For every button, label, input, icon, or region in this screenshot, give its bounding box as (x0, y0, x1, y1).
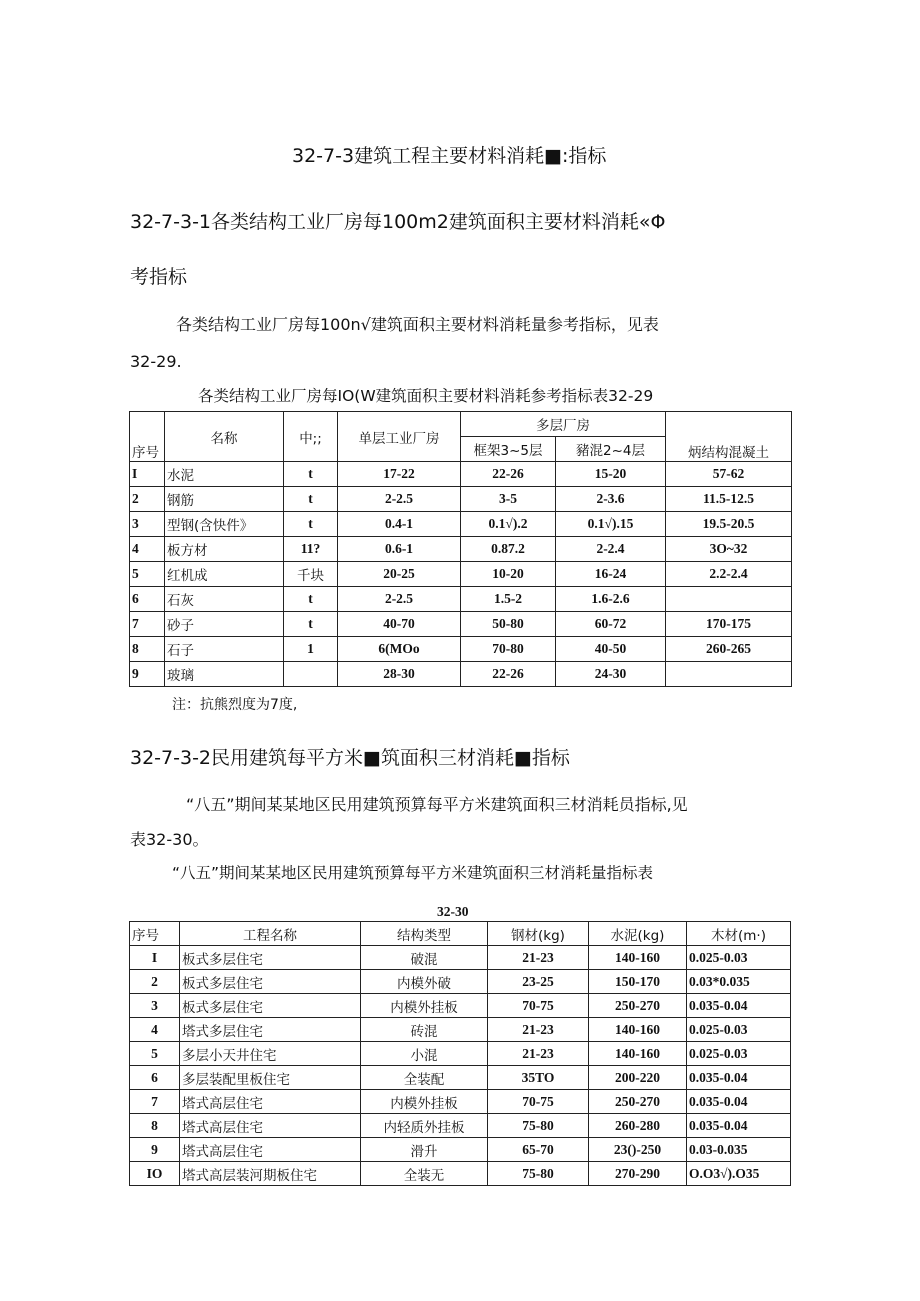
cell-no: 5 (130, 1042, 180, 1066)
cell-concrete (666, 662, 792, 687)
cell-frame: 0.1√).2 (461, 512, 556, 537)
cell-project: 塔式高层住宅 (180, 1090, 361, 1114)
cell-project: 塔式高层住宅 (180, 1138, 361, 1162)
cell-wood: O.O3√).O35 (687, 1162, 791, 1186)
cell-brick: 2-3.6 (556, 487, 666, 512)
cell-no: 8 (130, 1114, 180, 1138)
table-2-caption: “八五”期间某某地区民用建筑预算每平方米建筑面积三材消耗量指标表 (172, 864, 654, 882)
cell-project: 塔式高层住宅 (180, 1114, 361, 1138)
header-frame: 框架3~5层 (461, 437, 556, 462)
cell-unit: t (284, 462, 338, 487)
cell-project: 塔式高层装河期板住宅 (180, 1162, 361, 1186)
cell-steel: 75-80 (488, 1162, 589, 1186)
cell-no: 3 (130, 512, 165, 537)
cell-structure: 破混 (361, 946, 488, 970)
cell-no: 7 (130, 612, 165, 637)
cell-no: 7 (130, 1090, 180, 1114)
cell-wood: 0.035-0.04 (687, 1114, 791, 1138)
cell-no: 6 (130, 587, 165, 612)
cell-concrete: 170-175 (666, 612, 792, 637)
cell-frame: 22-26 (461, 662, 556, 687)
subheading-1-continued: 考指标 (130, 266, 188, 288)
cell-project: 多层小天井住宅 (180, 1042, 361, 1066)
cell-steel: 21-23 (488, 1018, 589, 1042)
cell-wood: 0.035-0.04 (687, 1066, 791, 1090)
cell-no: 9 (130, 1138, 180, 1162)
paragraph-1-line-1: 各类结构工业厂房每100n√建筑面积主要材料消耗量参考指标，见表 (176, 315, 659, 334)
cell-frame: 22-26 (461, 462, 556, 487)
table-row (130, 946, 791, 970)
cell-frame: 3-5 (461, 487, 556, 512)
cell-concrete: 19.5-20.5 (666, 512, 792, 537)
cell-brick: 60-72 (556, 612, 666, 637)
table-row (130, 1114, 791, 1138)
cell-cement: 200-220 (589, 1066, 687, 1090)
cell-no: IO (130, 1162, 180, 1186)
header-unit: 中;; (284, 412, 338, 462)
cell-single: 0.6-1 (338, 537, 461, 562)
cell-project: 多层装配里板住宅 (180, 1066, 361, 1090)
cell-cement: 140-160 (589, 1018, 687, 1042)
three-materials-table (129, 921, 791, 1186)
cell-name: 石子 (165, 637, 284, 662)
table-row (130, 1018, 791, 1042)
header-name: 名称 (165, 412, 284, 462)
cell-no: 4 (130, 537, 165, 562)
table-2-number: 32-30 (437, 904, 469, 919)
cell-frame: 1.5-2 (461, 587, 556, 612)
header-cement: 水泥(kg) (589, 922, 687, 946)
paragraph-2-line-2: 表32-30。 (130, 830, 209, 849)
cell-cement: 140-160 (589, 946, 687, 970)
cell-structure: 全装无 (361, 1162, 488, 1186)
cell-structure: 滑升 (361, 1138, 488, 1162)
cell-unit: t (284, 487, 338, 512)
cell-name: 红机成 (165, 562, 284, 587)
table-row (130, 662, 792, 687)
cell-steel: 21-23 (488, 946, 589, 970)
cell-wood: 0.035-0.04 (687, 994, 791, 1018)
cell-wood: 0.025-0.03 (687, 946, 791, 970)
table-row (130, 1162, 791, 1186)
cell-single: 2-2.5 (338, 487, 461, 512)
cell-project: 板式多层住宅 (180, 946, 361, 970)
cell-single: 28-30 (338, 662, 461, 687)
cell-wood: 0.025-0.03 (687, 1018, 791, 1042)
table-row (130, 487, 792, 512)
cell-name: 型钢(含快件》 (165, 512, 284, 537)
cell-cement: 140-160 (589, 1042, 687, 1066)
subheading-2: 32-7-3-2民用建筑每平方米■筑面积三材消耗■指标 (130, 747, 570, 769)
cell-no: 2 (130, 487, 165, 512)
table-row (130, 970, 791, 994)
cell-structure: 小混 (361, 1042, 488, 1066)
cell-project: 板式多层住宅 (180, 994, 361, 1018)
cell-unit (284, 662, 338, 687)
cell-steel: 70-75 (488, 1090, 589, 1114)
cell-unit: 11? (284, 537, 338, 562)
subheading-1: 32-7-3-1各类结构工业厂房每100m2建筑面积主要材料消耗«Φ (130, 211, 666, 233)
table-row (130, 1066, 791, 1090)
cell-no: 2 (130, 970, 180, 994)
cell-no: 3 (130, 994, 180, 1018)
cell-brick: 2-2.4 (556, 537, 666, 562)
table-row (130, 1042, 791, 1066)
cell-no: 5 (130, 562, 165, 587)
cell-concrete: 57-62 (666, 462, 792, 487)
cell-frame: 10-20 (461, 562, 556, 587)
cell-structure: 内模外挂板 (361, 994, 488, 1018)
cell-no: 4 (130, 1018, 180, 1042)
header-single-storey: 单层工业厂房 (338, 412, 461, 462)
cell-steel: 65-70 (488, 1138, 589, 1162)
cell-no: 8 (130, 637, 165, 662)
table-row (130, 1138, 791, 1162)
cell-name: 板方材 (165, 537, 284, 562)
cell-name: 水泥 (165, 462, 284, 487)
paragraph-2-line-1: “八五”期间某某地区民用建筑预算每平方米建筑面积三材消耗员指标,见 (186, 795, 688, 814)
table-row (130, 994, 791, 1018)
cell-structure: 内模外挂板 (361, 1090, 488, 1114)
cell-concrete (666, 587, 792, 612)
cell-single: 2-2.5 (338, 587, 461, 612)
header-wood: 木材(m·) (687, 922, 791, 946)
cell-cement: 150-170 (589, 970, 687, 994)
main-heading: 32-7-3建筑工程主要材料消耗■:指标 (292, 145, 607, 167)
cell-steel: 75-80 (488, 1114, 589, 1138)
cell-steel: 23-25 (488, 970, 589, 994)
cell-brick: 0.1√).15 (556, 512, 666, 537)
cell-single: 0.4-1 (338, 512, 461, 537)
table-row (130, 462, 792, 487)
cell-brick: 24-30 (556, 662, 666, 687)
cell-cement: 260-280 (589, 1114, 687, 1138)
cell-project: 板式多层住宅 (180, 970, 361, 994)
cell-single: 17-22 (338, 462, 461, 487)
cell-unit: 1 (284, 637, 338, 662)
cell-frame: 0.87.2 (461, 537, 556, 562)
cell-name: 钢筋 (165, 487, 284, 512)
cell-frame: 50-80 (461, 612, 556, 637)
cell-steel: 70-75 (488, 994, 589, 1018)
material-consumption-table (129, 411, 792, 687)
cell-wood: 0.03*0.035 (687, 970, 791, 994)
table-1-note: 注：抗熊烈度为7度, (172, 697, 298, 713)
cell-no: 9 (130, 662, 165, 687)
cell-wood: 0.03-0.035 (687, 1138, 791, 1162)
cell-brick: 1.6-2.6 (556, 587, 666, 612)
cell-no: I (130, 462, 165, 487)
cell-structure: 全装配 (361, 1066, 488, 1090)
cell-structure: 内轻质外挂板 (361, 1114, 488, 1138)
cell-unit: t (284, 512, 338, 537)
cell-frame: 70-80 (461, 637, 556, 662)
cell-cement: 250-270 (589, 994, 687, 1018)
cell-cement: 250-270 (589, 1090, 687, 1114)
table-row (130, 512, 792, 537)
header-brick: 豬混2~4层 (556, 437, 666, 462)
header-structure: 结构类型 (361, 922, 488, 946)
header-concrete: 炳结构混凝土 (666, 412, 792, 462)
cell-steel: 21-23 (488, 1042, 589, 1066)
cell-unit: t (284, 612, 338, 637)
cell-concrete: 11.5-12.5 (666, 487, 792, 512)
table-row (130, 1090, 791, 1114)
cell-no: 6 (130, 1066, 180, 1090)
table-row (130, 637, 792, 662)
cell-concrete: 260-265 (666, 637, 792, 662)
table-row (130, 587, 792, 612)
cell-steel: 35TO (488, 1066, 589, 1090)
cell-concrete: 3O~32 (666, 537, 792, 562)
cell-cement: 23()-250 (589, 1138, 687, 1162)
table-row (130, 537, 792, 562)
table-row (130, 562, 792, 587)
table-1-caption: 各类结构工业厂房每IO(W建筑面积主要材料消耗参考指标表32-29 (198, 387, 654, 405)
header-seq: 序号 (130, 412, 165, 462)
header-project: 工程名称 (180, 922, 361, 946)
cell-project: 塔式多层住宅 (180, 1018, 361, 1042)
cell-single: 20-25 (338, 562, 461, 587)
cell-single: 6(MOo (338, 637, 461, 662)
cell-structure: 内模外破 (361, 970, 488, 994)
cell-no: I (130, 946, 180, 970)
cell-unit: t (284, 587, 338, 612)
header-steel: 钢材(kg) (488, 922, 589, 946)
cell-name: 砂子 (165, 612, 284, 637)
cell-single: 40-70 (338, 612, 461, 637)
cell-cement: 270-290 (589, 1162, 687, 1186)
table-row (130, 612, 792, 637)
cell-unit: 千块 (284, 562, 338, 587)
cell-structure: 砖混 (361, 1018, 488, 1042)
cell-brick: 40-50 (556, 637, 666, 662)
paragraph-1-line-2: 32-29. (130, 352, 182, 371)
cell-wood: 0.025-0.03 (687, 1042, 791, 1066)
cell-brick: 15-20 (556, 462, 666, 487)
header-multi-storey: 多层厂房 (461, 412, 666, 437)
cell-wood: 0.035-0.04 (687, 1090, 791, 1114)
cell-name: 玻璃 (165, 662, 284, 687)
cell-concrete: 2.2-2.4 (666, 562, 792, 587)
cell-name: 石灰 (165, 587, 284, 612)
cell-brick: 16-24 (556, 562, 666, 587)
header-seq: 序号 (130, 922, 180, 946)
